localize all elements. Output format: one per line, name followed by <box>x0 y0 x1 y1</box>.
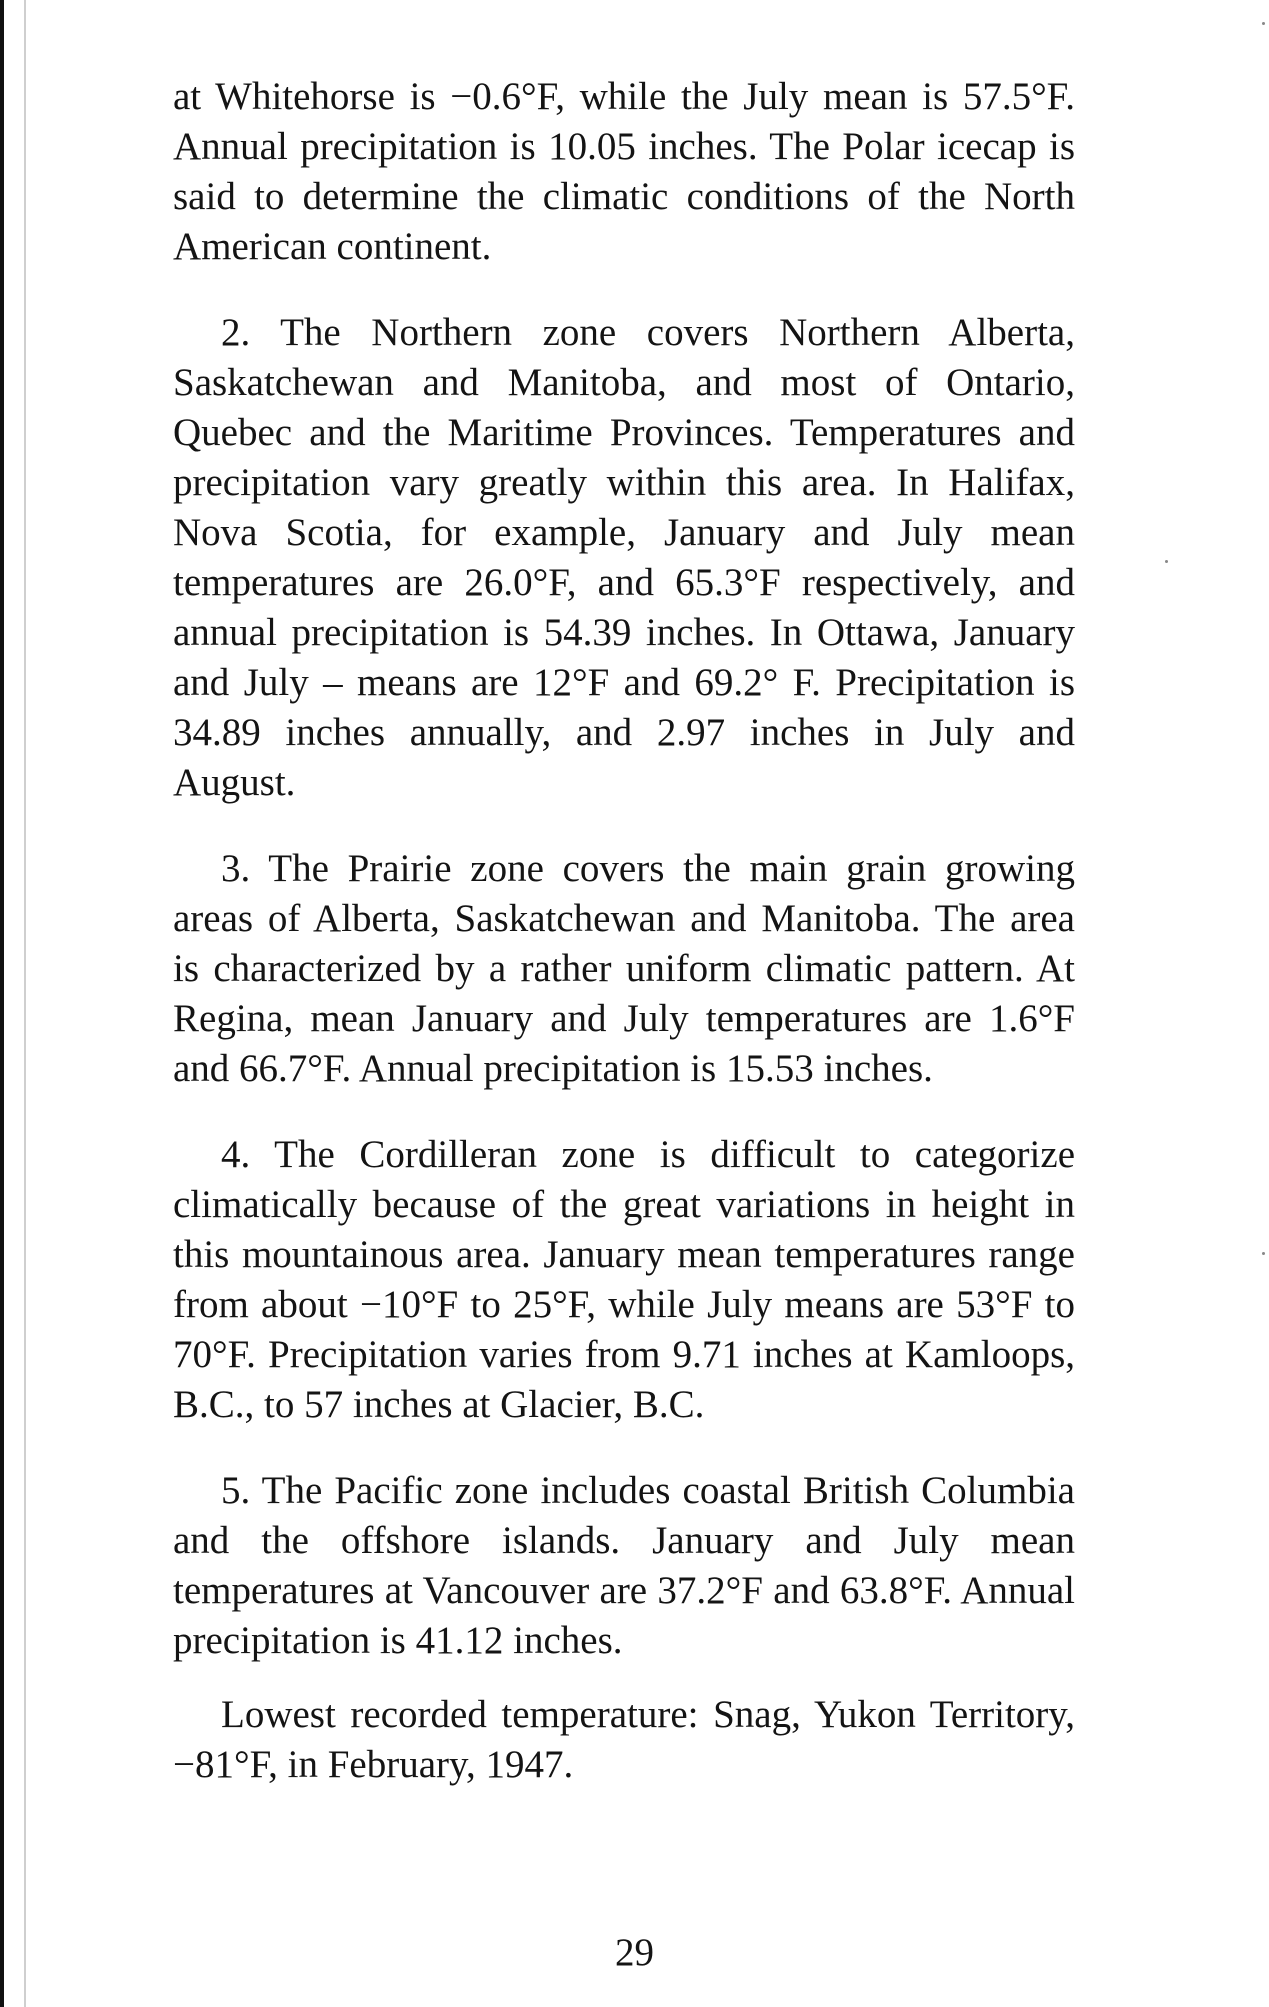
body-text <box>173 72 1075 1790</box>
scan-speck <box>1262 22 1265 25</box>
paragraph-northern-zone: 2. The Northern zone covers Northern Alberta, Saskatchewan and Manitoba, and most of Ontario, Quebec and the Maritime Provinces. Temperatures and precipitation vary greatly within this area. In Halifax, Nova Scotia, for example, January and July mean temperatures are 26.0°F, and 65.3°F respectively, and annual precipitation is 54.39 inches. In Ottawa, January and July – means are 12°F and 69.2° F. Precipitation is 34.89 inches annually, and 2.97 inches in July and August. <box>173 311 1075 804</box>
paragraph-prairie-zone: 3. The Prairie zone covers the main grain growing areas of Alberta, Saskatchewan and Manitoba. The area is characterized by a rather uniform climatic pattern. At Regina, mean January and July temperatures are 1.6°F and 66.7°F. Annual precipitation is 15.53 inches. <box>173 847 1075 1090</box>
page-number: 29 <box>615 1931 654 1974</box>
scan-speck <box>1262 1252 1265 1255</box>
scan-border-left <box>0 0 4 2007</box>
paragraph-cordilleran-zone: 4. The Cordilleran zone is difficult to categorize climatically because of the great variations in height in this mountainous area. January mean temperatures range from about −10°F to 25°F, while July means are 53°F to 70°F. Precipitation varies from 9.71 inches at Kamloops, B.C., to 57 inches at Glacier, B.C. <box>173 1133 1075 1426</box>
scan-border-shadow <box>24 0 26 2007</box>
paragraph-pacific-zone: 5. The Pacific zone includes coastal British Columbia and the offshore islands. January and July mean temperatures at Vancouver are 37.2°F and 63.8°F. Annual precipitation is 41.12 inches. <box>173 1469 1075 1662</box>
paragraph-continuation-whitehorse: at Whitehorse is −0.6°F, while the July mean is 57.5°F. Annual precipitation is 10.05 inches. The Polar icecap is said to determine the climatic conditions of the North American continent. <box>173 75 1075 268</box>
scan-speck <box>1165 560 1168 563</box>
paragraph-lowest-temperature: Lowest recorded temperature: Snag, Yukon Territory, −81°F, in February, 1947. <box>173 1693 1075 1786</box>
